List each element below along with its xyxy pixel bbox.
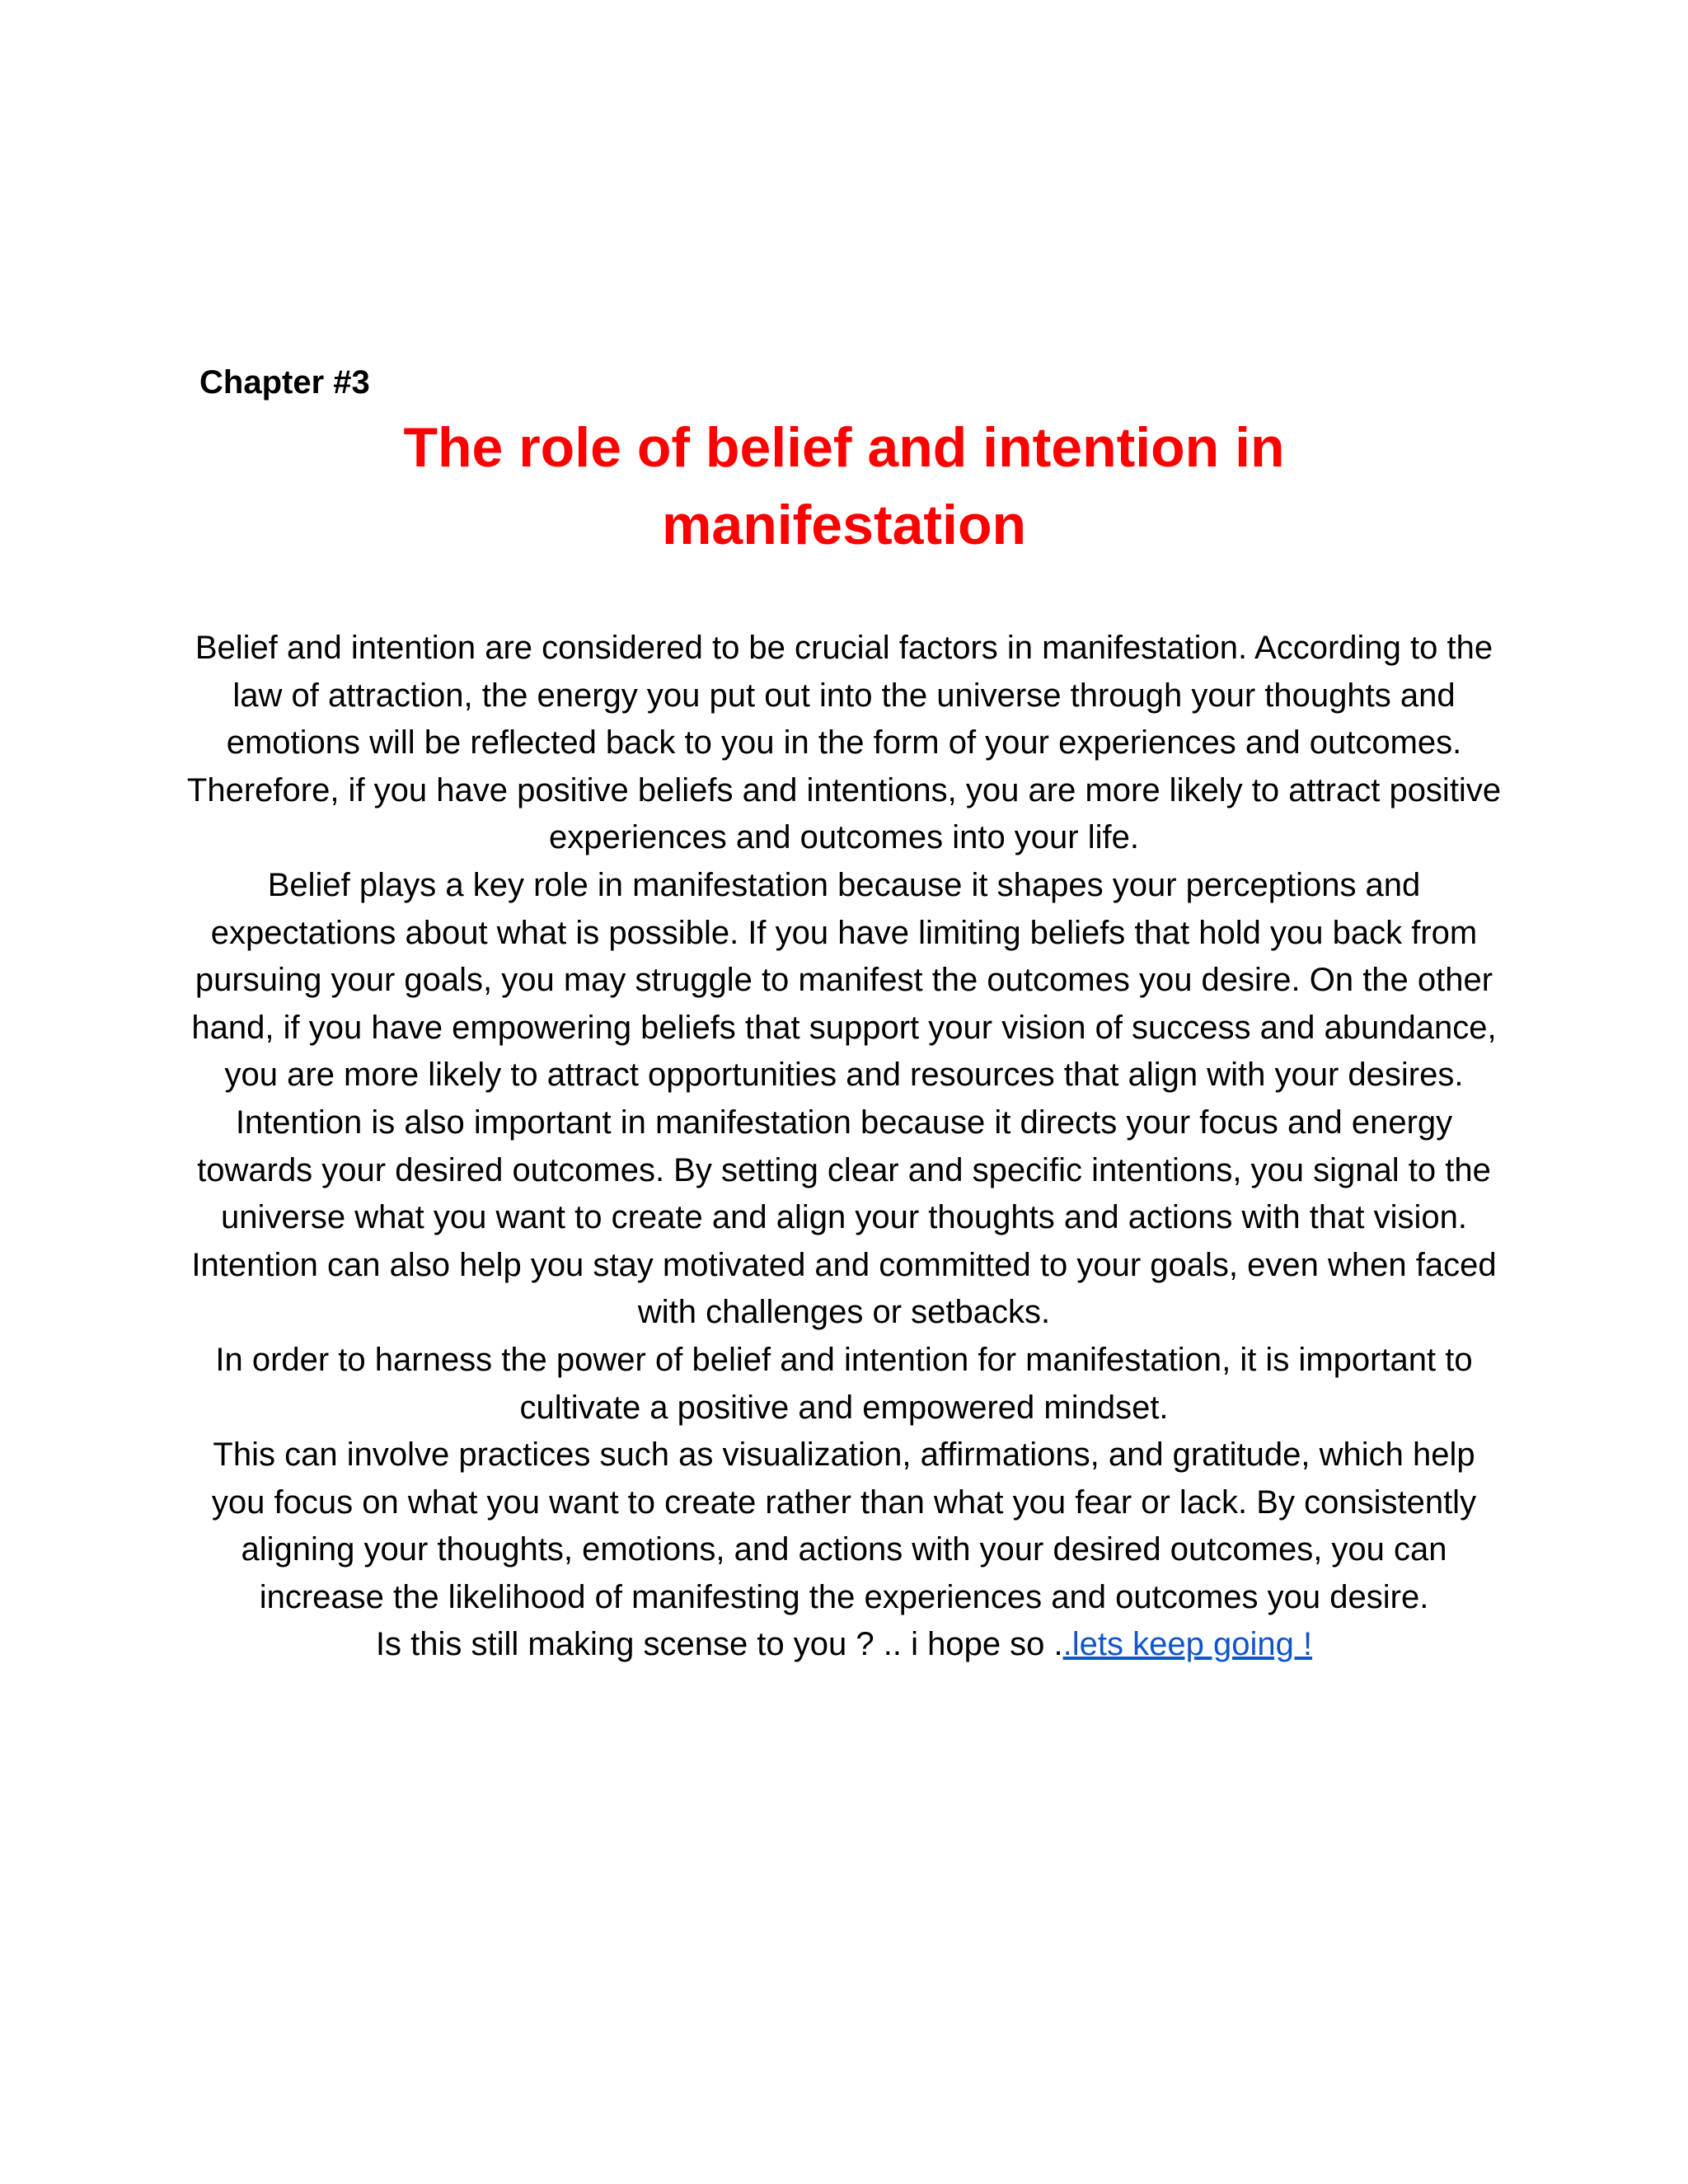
chapter-body [183,625,1505,1669]
body-paragraph-3: Intention is also important in manifestation because it directs your focus and energy towards your desired outcomes. By setting clear and specific intentions, you signal to the universe what you want to create and align your thoughts and actions with that vision. Intention can also help you stay motivated and committed to your goals, even when faced with challenges or setbacks. [191,1104,1497,1331]
body-paragraph-5: This can involve practices such as visualization, affirmations, and gratitude, which help you focus on what you want to create rather than what you fear or lack. By consistently aligning your thoughts, emotions, and actions with your desired outcomes, you can increase the likelihood of manifesting the experiences and outcomes you desire. [211,1436,1477,1615]
closing-text: Is this still making scense to you ? .. i hope so . [375,1626,1063,1663]
chapter-title-line-2: manifestation [661,494,1027,556]
continue-link[interactable]: .lets keep going ! [1062,1626,1313,1663]
closing-line [183,1621,1505,1669]
chapter-title [165,409,1523,564]
chapter-label: Chapter #3 [199,364,370,401]
body-paragraph-2: Belief plays a key role in manifestation because it shapes your perceptions and expectations about what is possible. If you have limiting beliefs that hold you back from pursuing your goals, you may struggle to manifest the outcomes you desire. On the other hand, if you have empowering beliefs that support your vision of success and abundance, you are more likely to attract opportunities and resources that align with your desires. [191,866,1497,1094]
chapter-title-line-1: The role of belief and intention in [403,416,1285,479]
body-paragraph-1: Belief and intention are considered to be crucial factors in manifestation. According to the law of attraction, the energy you put out into the universe through your thoughts and emotions will be reflected back to you in the form of your experiences and outcomes. Therefore, if you have positive beliefs and intentions, you are more likely to attract positive experiences and outcomes into your life. [186,630,1502,856]
body-paragraph-4: In order to harness the power of belief and intention for manifestation, it is important to cultivate a positive and empowered mindset. [215,1341,1473,1426]
